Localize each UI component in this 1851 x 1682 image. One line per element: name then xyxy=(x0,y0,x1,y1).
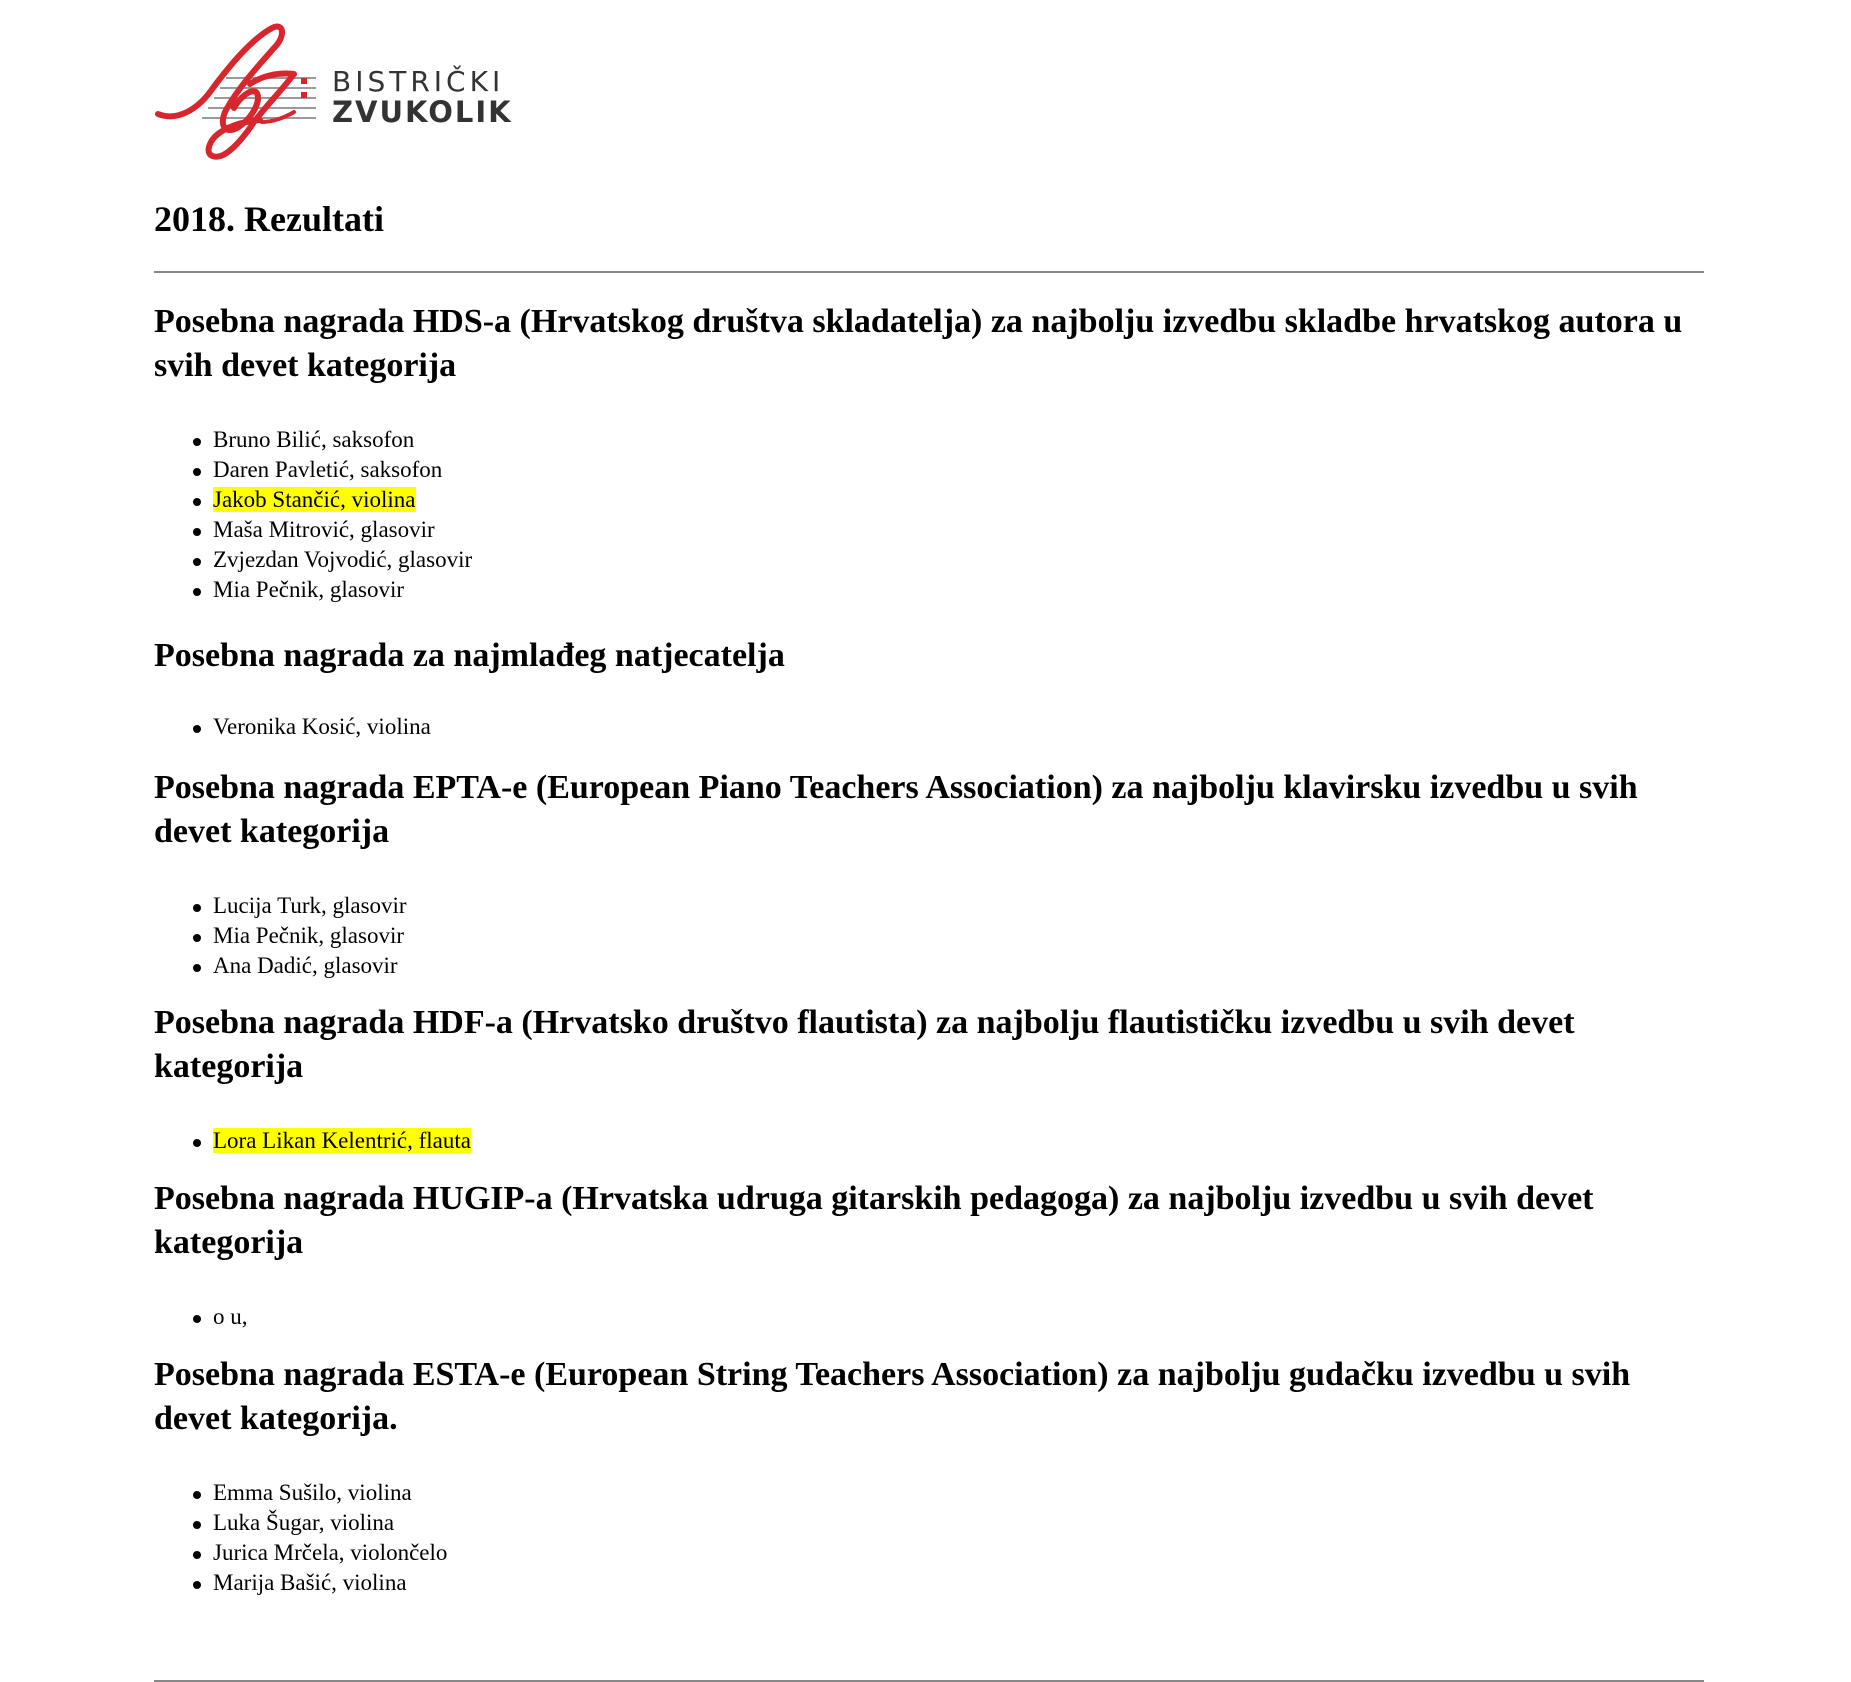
winner-item xyxy=(213,1478,1706,1508)
winner-item xyxy=(213,485,1706,515)
winner-name: Ana Dadić, glasovir xyxy=(213,953,398,978)
winner-name: Lucija Turk, glasovir xyxy=(213,893,407,918)
winner-item xyxy=(213,1508,1706,1538)
award-section xyxy=(154,1353,1706,1598)
award-heading: Posebna nagrada ESTA-e (European String Teachers Association) za najbolju gudačku izvedbu u svih devet kategorija. xyxy=(154,1356,1631,1437)
winners-list xyxy=(154,425,1706,605)
winner-item xyxy=(213,425,1706,455)
winner-name: Emma Sušilo, violina xyxy=(213,1480,412,1505)
winner-name: Bruno Bilić, saksofon xyxy=(213,427,415,452)
winner-item xyxy=(213,712,1706,742)
award-heading: Posebna nagrada HDF-a (Hrvatsko društvo flautista) za najbolju flautističku izvedbu u svih devet kategorija xyxy=(154,1004,1575,1085)
award-section xyxy=(154,1177,1706,1332)
winner-name: Mia Pečnik, glasovir xyxy=(213,923,404,948)
winner-item xyxy=(213,455,1706,485)
award-heading: Posebna nagrada EPTA-e (European Piano Teachers Association) za najbolju klavirsku izvedbu u svih devet kategorija xyxy=(154,769,1638,850)
winners-list xyxy=(154,1302,1706,1332)
winners-list xyxy=(154,891,1706,981)
winners-list xyxy=(154,712,1706,742)
winner-name: Daren Pavletić, saksofon xyxy=(213,457,443,482)
winners-list xyxy=(154,1126,1706,1156)
winners-list xyxy=(154,1478,1706,1598)
award-section xyxy=(154,634,1706,742)
winner-name: Lora Likan Kelentrić, flauta xyxy=(213,1128,471,1153)
winner-item xyxy=(213,1302,1706,1332)
winner-name: Maša Mitrović, glasovir xyxy=(213,517,435,542)
page xyxy=(154,18,1706,1595)
award-section xyxy=(154,300,1706,605)
winner-item xyxy=(213,1126,1706,1156)
winner-item xyxy=(213,921,1706,951)
winner-item xyxy=(213,545,1706,575)
winner-name: Jakob Stančić, violina xyxy=(213,487,416,512)
winner-name: Veronika Kosić, violina xyxy=(213,714,431,739)
winner-item xyxy=(213,575,1706,605)
top-divider xyxy=(154,271,1704,273)
award-heading: Posebna nagrada za najmlađeg natjecatelja xyxy=(154,637,785,674)
winner-item xyxy=(213,1568,1706,1598)
winner-name: Marija Bašić, violina xyxy=(213,1570,407,1595)
winner-item xyxy=(213,515,1706,545)
logo-wordmark xyxy=(332,65,513,129)
winner-name: Zvjezdan Vojvodić, glasovir xyxy=(213,547,473,572)
winner-item xyxy=(213,1538,1706,1568)
winner-name: Jurica Mrčela, violončelo xyxy=(213,1540,448,1565)
award-section xyxy=(154,1001,1706,1156)
site-logo[interactable] xyxy=(154,18,513,166)
logo-line-zvukolik: ZVUKOLIK xyxy=(332,95,513,129)
winner-name: Luka Šugar, violina xyxy=(213,1510,395,1535)
page-title: 2018. Rezultati xyxy=(154,199,384,239)
bz-monogram-icon xyxy=(154,18,334,166)
winner-name: o u, xyxy=(213,1304,248,1329)
logo-line-bistricki: BISTRIČKI xyxy=(332,65,505,98)
award-heading: Posebna nagrada HDS-a (Hrvatskog društva skladatelja) za najbolju izvedbu skladbe hrvatskog autora u svih devet kategorija xyxy=(154,303,1683,384)
winner-item xyxy=(213,951,1706,981)
award-heading: Posebna nagrada HUGIP-a (Hrvatska udruga gitarskih pedagoga) za najbolju izvedbu u svih devet kategorija xyxy=(154,1180,1594,1261)
winner-name: Mia Pečnik, glasovir xyxy=(213,577,404,602)
winner-item xyxy=(213,891,1706,921)
award-section xyxy=(154,766,1706,981)
